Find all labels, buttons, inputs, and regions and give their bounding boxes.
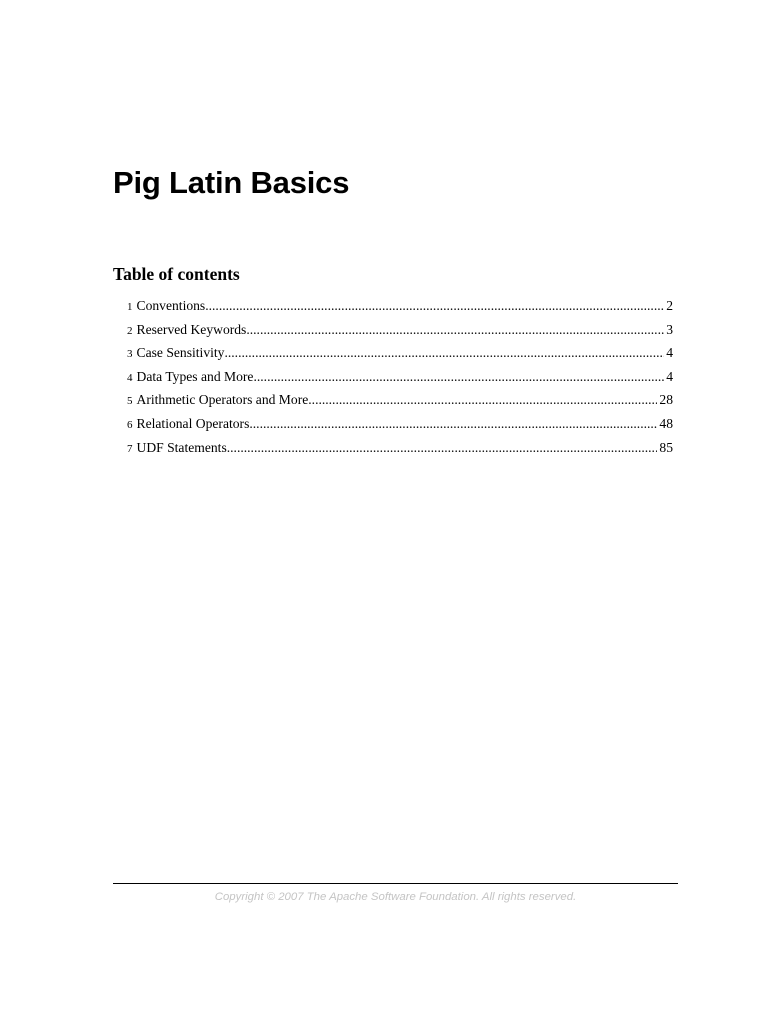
toc-dot-leader <box>246 318 664 342</box>
toc-entry-data-types[interactable] <box>127 365 673 389</box>
toc-entry-case-sensitivity[interactable] <box>127 341 673 365</box>
toc-dot-leader <box>224 341 664 365</box>
toc-entry-label[interactable]: Conventions <box>136 298 206 313</box>
toc-entry-label[interactable]: UDF Statements <box>136 439 227 455</box>
toc-dot-leader <box>249 412 657 436</box>
toc-entry-number: 5 <box>127 395 133 408</box>
toc-entry-label[interactable]: Arithmetic Operators and More <box>136 392 309 408</box>
toc-entry-relational-operators[interactable] <box>127 412 673 436</box>
toc-entry-number: 3 <box>127 348 133 361</box>
toc-entry-page: 2 <box>666 298 673 313</box>
toc-entry-page: 4 <box>666 368 673 384</box>
toc-entry-label[interactable]: Relational Operators <box>136 415 250 431</box>
toc-heading: Table of contents <box>113 264 240 284</box>
footer-divider <box>113 883 678 884</box>
toc-entry-page: 28 <box>659 392 673 408</box>
toc-entry-number: 7 <box>127 442 133 455</box>
toc-dot-leader <box>227 436 658 460</box>
toc-dot-leader <box>308 388 657 412</box>
toc-entry-page: 3 <box>666 321 673 337</box>
toc-entry-label[interactable]: Case Sensitivity <box>136 345 225 361</box>
toc-entry-page: 4 <box>666 345 673 361</box>
toc-entry-label[interactable]: Reserved Keywords <box>136 321 247 337</box>
toc-entry-arithmetic-operators[interactable] <box>127 388 673 412</box>
toc-dot-leader <box>253 365 664 389</box>
toc-entry-reserved-keywords[interactable] <box>127 318 673 342</box>
toc-list <box>127 294 673 459</box>
toc-entry-number: 2 <box>127 324 133 337</box>
toc-entry-number: 6 <box>127 418 133 431</box>
page-title: Pig Latin Basics <box>113 165 350 200</box>
toc-dot-leader <box>205 294 664 318</box>
toc-entry-page: 85 <box>659 439 673 455</box>
toc-entry-conventions[interactable] <box>127 294 673 318</box>
footer-copyright: Copyright © 2007 The Apache Software Foundation. All rights reserved. <box>214 891 577 903</box>
toc-entry-udf-statements[interactable] <box>127 436 673 460</box>
toc-entry-number: 1 <box>127 301 133 313</box>
toc-entry-label[interactable]: Data Types and More <box>136 368 254 384</box>
toc-entry-number: 4 <box>127 371 133 384</box>
toc-entry-page: 48 <box>659 415 673 431</box>
